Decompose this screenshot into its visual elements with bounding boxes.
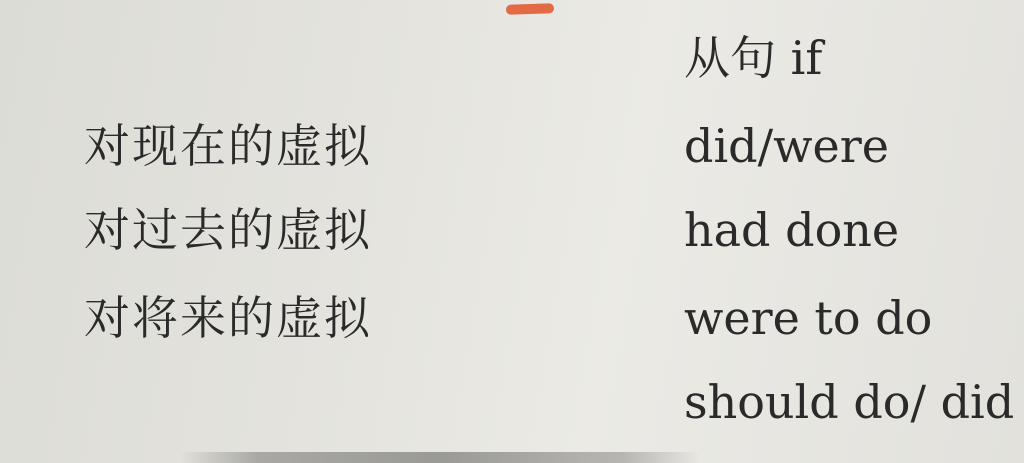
cut-off-text-line: [180, 452, 700, 463]
row-value-present: did/were: [684, 119, 889, 173]
column-header-if-clause: 从句 if: [684, 31, 823, 85]
row-label-future: 对将来的虚拟: [84, 291, 372, 345]
row-value-future-alt: should do/ did: [684, 375, 1015, 429]
row-label-present: 对现在的虚拟: [84, 119, 372, 173]
row-value-future: were to do: [684, 291, 933, 345]
red-pen-mark: [506, 3, 554, 15]
row-label-past: 对过去的虚拟: [84, 203, 372, 257]
row-value-past: had done: [684, 203, 900, 257]
